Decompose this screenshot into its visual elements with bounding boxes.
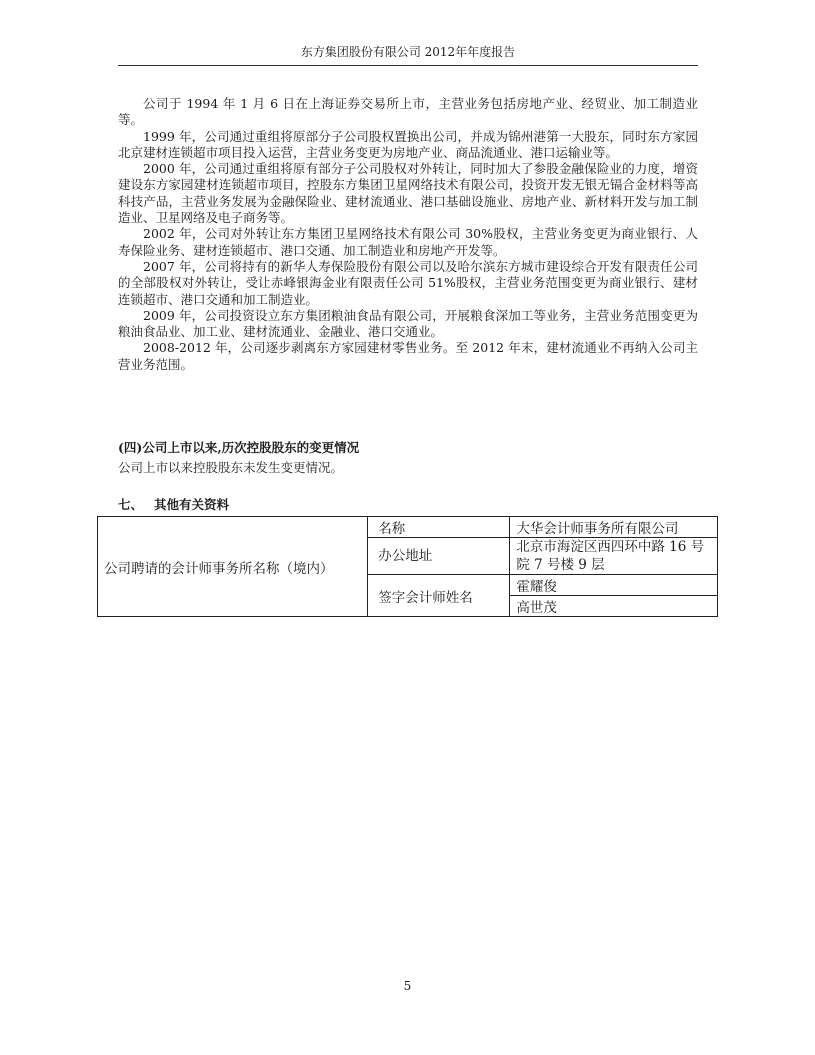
page-number: 5: [403, 979, 412, 993]
subsection-heading: (四)公司上市以来,历次控股股东的变更情况: [118, 440, 360, 455]
section-title: 其他有关资料: [154, 497, 230, 512]
signer-name: 高世茂: [510, 596, 718, 617]
paragraph-1999: 1999 年，公司通过重组将原部分子公司股权置换出公司，并成为锦州港第一大股东，同时东方家园北京建材连锁超市项目投入运营，主营业务变更为房地产业、商品流通业、港口运输业等。: [118, 128, 698, 160]
paragraph-2000: 2000 年，公司通过重组将原有部分子公司股权对外转让，同时加大了参股金融保险业的力度，增资建设东方家园建材连锁超市项目，控股东方集团卫星网络技术有限公司，投资开发无银无镉合金材料等高科技产品，主营业务发展为金融保险业、建材流通业、港口基础设施业、房地产业、新材料开发与加工制造业、卫星网络及电子商务等。: [118, 161, 698, 226]
signer-name: 霍耀俊: [510, 575, 718, 596]
section-number: 七、: [118, 497, 144, 512]
paragraph-2002: 2002 年，公司对外转让东方集团卫星网络技术有限公司 30%股权，主营业务变更为商业银行、人寿保险业务、建材连锁超市、港口交通、加工制造业和房地产开发等。: [118, 226, 698, 258]
address-value: 北京市海淀区西四环中路 16 号院 7 号楼 9 层: [510, 538, 718, 575]
paragraph-2009: 2009 年，公司投资设立东方集团粮油食品有限公司，开展粮食深加工等业务，主营业务范围变更为粮油食品业、加工业、建材流通业、金融业、港口交通业。: [118, 307, 698, 340]
table-row: [98, 517, 718, 538]
name-label: 名称: [368, 517, 510, 538]
name-value: 大华会计师事务所有限公司: [510, 517, 718, 538]
address-label: 办公地址: [368, 538, 510, 575]
auditor-row-label: 公司聘请的会计师事务所名称（境内）: [98, 517, 368, 617]
paragraph-2008-2012: 2008-2012 年，公司逐步剥离东方家园建材零售业务。至 2012 年末，建材流通业不再纳入公司主营业务范围。: [118, 340, 698, 372]
paragraph-2007: 2007 年，公司将持有的新华人寿保险股份有限公司以及哈尔滨东方城市建设综合开发有限责任公司的全部股权对外转让，受让赤峰银海金业有限责任公司 51%股权，主营业务范围变更为商业银行、建材连锁超市、港口交通和加工制造业。: [118, 258, 698, 307]
paragraph-1994: 公司于 1994 年 1 月 6 日在上海证券交易所上市，主营业务包括房地产业、经贸业、加工制造业等。: [118, 96, 698, 128]
auditor-info-table: [97, 516, 718, 617]
report-header: 东方集团股份有限公司 2012年年度报告: [300, 45, 516, 59]
section-heading: [118, 497, 229, 513]
subsection-text: 公司上市以来控股股东未发生变更情况。: [118, 460, 344, 475]
header-divider: [118, 65, 698, 66]
company-history-text: [118, 96, 698, 373]
signers-label: 签字会计师姓名: [368, 575, 510, 617]
